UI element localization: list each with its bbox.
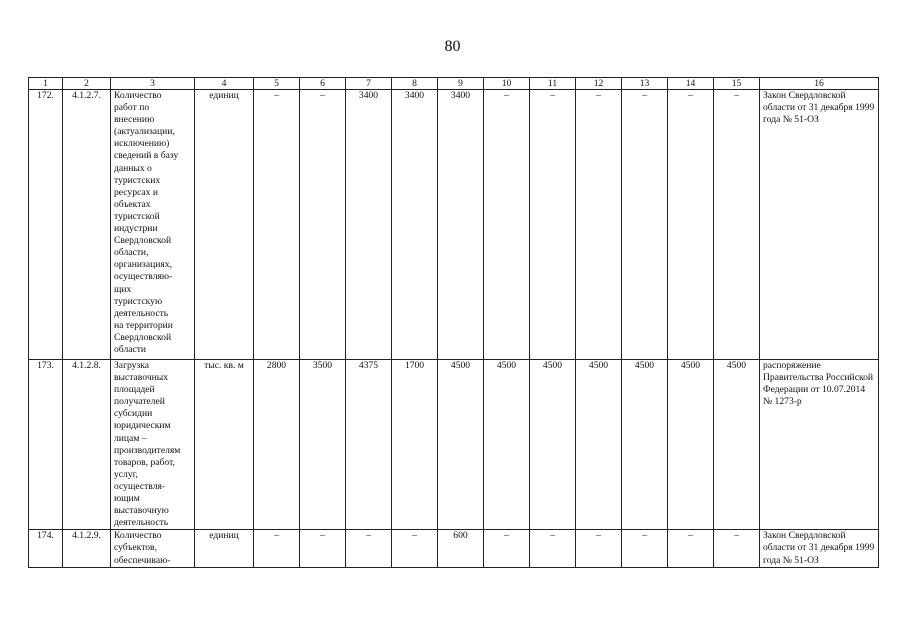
value-cell: 4500 — [530, 360, 576, 530]
value-cell: – — [254, 530, 300, 567]
unit-of-measure: единиц — [195, 530, 254, 567]
table-row — [29, 90, 879, 360]
value-cell: – — [576, 530, 622, 567]
indicator-code: 4.1.2.8. — [63, 360, 111, 530]
unit-of-measure: тыс. кв. м — [195, 360, 254, 530]
value-cell: – — [484, 90, 530, 360]
value-cell: 3400 — [346, 90, 392, 360]
value-cell: – — [530, 530, 576, 567]
legal-source: распоряжение Правительства Российской Федерации от 10.07.2014 № 1273-р — [760, 360, 879, 530]
row-number: 172. — [29, 90, 63, 360]
column-header: 14 — [668, 78, 714, 90]
value-cell: 4375 — [346, 360, 392, 530]
indicator-code: 4.1.2.7. — [63, 90, 111, 360]
indicator-code: 4.1.2.9. — [63, 530, 111, 567]
page-number: 80 — [444, 38, 461, 55]
column-header: 6 — [300, 78, 346, 90]
value-cell: 3500 — [300, 360, 346, 530]
column-header: 1 — [29, 78, 63, 90]
value-cell: 4500 — [714, 360, 760, 530]
value-cell: – — [714, 530, 760, 567]
column-header: 11 — [530, 78, 576, 90]
indicator-name: Загрузка выставочных площадей получателей субсидии юридическим лицам – производителям товаров, работ, услуг, осуществля- ющим выставочную деятельность — [111, 360, 195, 530]
value-cell: 4500 — [622, 360, 668, 530]
column-header: 13 — [622, 78, 668, 90]
value-cell: – — [300, 530, 346, 567]
value-cell: 3400 — [392, 90, 438, 360]
value-cell: 600 — [438, 530, 484, 567]
value-cell: 1700 — [392, 360, 438, 530]
value-cell: 3400 — [438, 90, 484, 360]
column-header: 8 — [392, 78, 438, 90]
column-header: 16 — [760, 78, 879, 90]
value-cell: – — [300, 90, 346, 360]
value-cell: – — [622, 90, 668, 360]
legal-source: Закон Свердловской области от 31 декабря 1999 года № 51-ОЗ — [760, 90, 879, 360]
value-cell: – — [668, 530, 714, 567]
value-cell: – — [622, 530, 668, 567]
value-cell: – — [484, 530, 530, 567]
indicator-name: Количество работ по внесению (актуализации, исключению) сведений в базу данных о туристских ресурсах и объектах туристской индустрии Свердловской области, организациях, осуществляю- щих туристскую деятельность на территории Свердловской области — [111, 90, 195, 360]
unit-of-measure: единиц — [195, 90, 254, 360]
value-cell: 4500 — [668, 360, 714, 530]
column-header: 15 — [714, 78, 760, 90]
column-header: 12 — [576, 78, 622, 90]
table-row — [29, 360, 879, 530]
value-cell: – — [392, 530, 438, 567]
value-cell: 2800 — [254, 360, 300, 530]
column-number-row — [29, 78, 879, 90]
column-header: 9 — [438, 78, 484, 90]
value-cell: – — [576, 90, 622, 360]
column-header: 4 — [195, 78, 254, 90]
indicators-table — [28, 77, 879, 568]
value-cell: 4500 — [484, 360, 530, 530]
value-cell: – — [346, 530, 392, 567]
value-cell: 4500 — [438, 360, 484, 530]
row-number: 173. — [29, 360, 63, 530]
indicator-name: Количество субъектов, обеспечиваю- — [111, 530, 195, 567]
value-cell: – — [668, 90, 714, 360]
value-cell: – — [714, 90, 760, 360]
legal-source: Закон Свердловской области от 31 декабря 1999 года № 51-ОЗ — [760, 530, 879, 567]
row-number: 174. — [29, 530, 63, 567]
column-header: 2 — [63, 78, 111, 90]
table-row — [29, 530, 879, 567]
value-cell: 4500 — [576, 360, 622, 530]
value-cell: – — [530, 90, 576, 360]
column-header: 7 — [346, 78, 392, 90]
column-header: 3 — [111, 78, 195, 90]
value-cell: – — [254, 90, 300, 360]
column-header: 5 — [254, 78, 300, 90]
column-header: 10 — [484, 78, 530, 90]
